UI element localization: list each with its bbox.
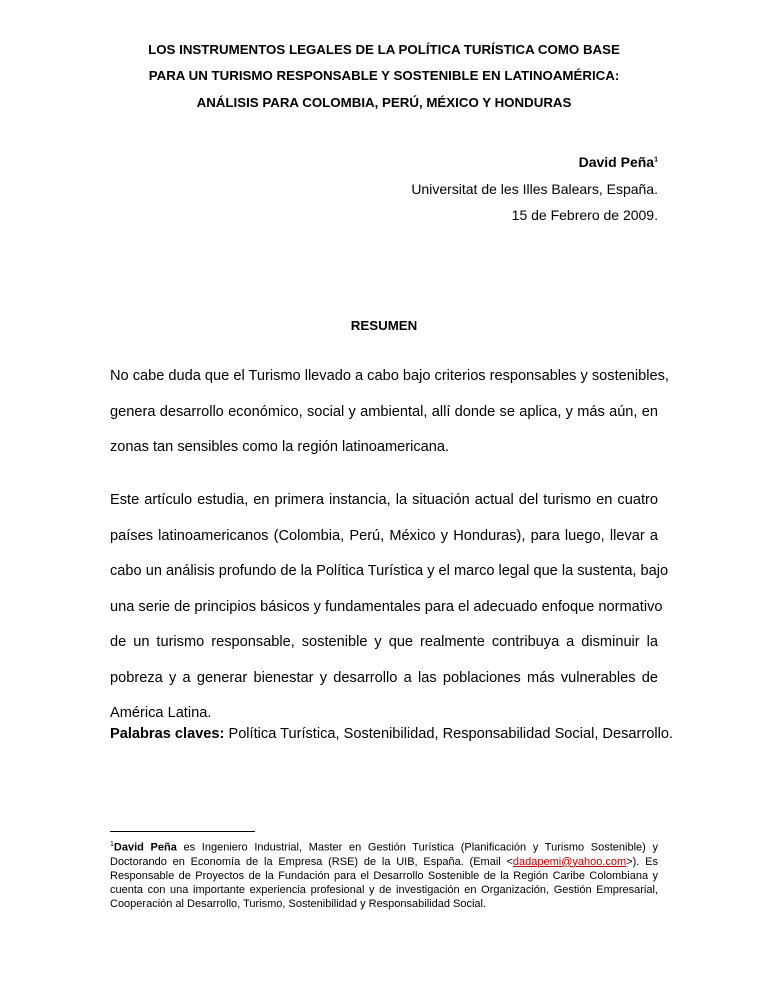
paragraph-line: zonas tan sensibles como la región latinoamericana. xyxy=(110,439,450,455)
publication-date: 15 de Febrero de 2009. xyxy=(511,207,658,223)
keywords-label: Palabras claves: xyxy=(110,726,225,742)
paragraph-line: pobreza y a generar bienestar y desarrollo a las poblaciones más vulnerables de xyxy=(110,670,658,686)
title-line: LOS INSTRUMENTOS LEGALES DE LA POLÍTICA TURÍSTICA COMO BASE xyxy=(148,42,620,57)
paragraph-line: de un turismo responsable, sostenible y que realmente contribuya a disminuir la xyxy=(110,634,658,650)
email-link[interactable]: dadapemi@yahoo.com xyxy=(512,855,627,868)
title-line: PARA UN TURISMO RESPONSABLE Y SOSTENIBLE EN LATINOAMÉRICA: xyxy=(148,68,620,83)
paragraph-line: países latinoamericanos (Colombia, Perú, México y Honduras), para luego, llevar a xyxy=(110,528,658,544)
footnote xyxy=(110,838,658,911)
paragraph-line: No cabe duda que el Turismo llevado a cabo bajo criterios responsables y sostenibles, xyxy=(110,368,669,384)
footnote-mark: 1 xyxy=(110,841,114,848)
author-affiliation: Universitat de les Illes Balears, España. xyxy=(411,181,658,197)
paragraph-line: una serie de principios básicos y fundamentales para el adecuado enfoque normativo xyxy=(110,599,663,615)
footnote-text: >). Es Responsable de Proyectos de la Fundación para el Desarrollo Sostenible de la Región Caribe Colombiana y cuenta con una importante experiencia profesional y de investigación en Organización, Gestión Empresarial, Cooperación al Desarrollo, Turismo, Sostenibilidad y Responsabilidad Social. xyxy=(110,855,658,910)
footnote-text: es Ingeniero Industrial, Master en Gestión Turística (Planificación y Turismo Sostenible) y Doctorando en Economía de la Empresa (RSE) de la UIB, España. (Email < xyxy=(110,841,658,868)
paragraph-line: genera desarrollo económico, social y ambiental, allí donde se aplica, y más aún, en xyxy=(110,404,658,420)
keywords xyxy=(110,726,673,742)
paragraph-line: América Latina. xyxy=(110,705,212,721)
keywords-text: Política Turística, Sostenibilidad, Responsabilidad Social, Desarrollo. xyxy=(224,726,673,742)
author-name-text: David Peña xyxy=(578,154,655,170)
title-line: ANÁLISIS PARA COLOMBIA, PERÚ, MÉXICO Y HONDURAS xyxy=(196,95,572,110)
author-name xyxy=(579,154,658,170)
paragraph-line: cabo un análisis profundo de la Política Turística y el marco legal que la sustenta, bajo xyxy=(110,563,669,579)
footnote-separator xyxy=(110,831,255,832)
abstract-heading: RESUMEN xyxy=(350,318,418,333)
paragraph-line: Este artículo estudia, en primera instancia, la situación actual del turismo en cuatro xyxy=(110,492,658,508)
footnote-name: David Peña xyxy=(113,841,177,854)
footnote-ref: 1 xyxy=(654,156,658,164)
